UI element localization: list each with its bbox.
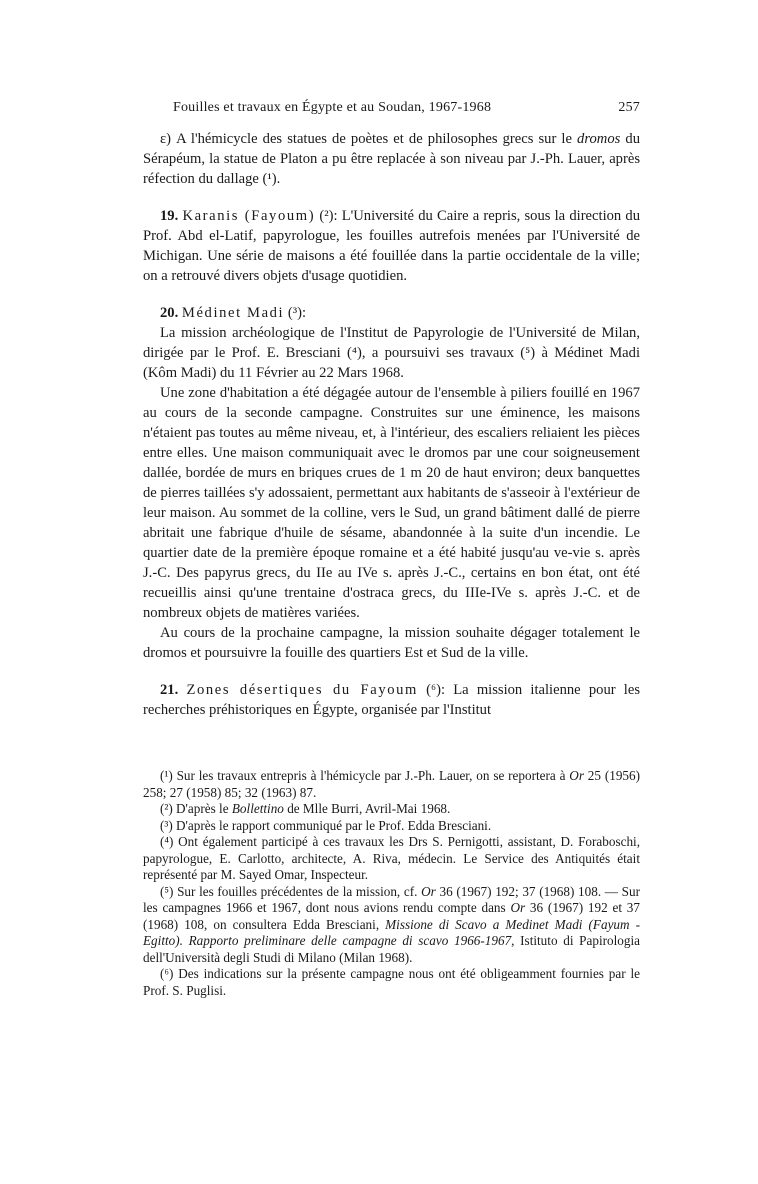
section-20-paragraph: La mission archéologique de l'Institut de Papyrologie de l'Université de Milan, dirigée par le Prof. E. Bresciani (⁴), a poursuivi ses travaux (⁵) à Médinet Madi (Kôm Madi) du 11 Février au 22 Mars 1968. xyxy=(143,325,640,381)
text-run: 36 (1967) 192 et 37 (1968) 108, on consultera Edda Bresciani, xyxy=(143,900,640,932)
page-number: 257 xyxy=(618,100,640,115)
text-run: 25 (1956) 258; 27 (1958) 85; 32 (1963) 87. xyxy=(143,768,640,800)
footnote-3: (³) D'après le rapport communiqué par le Prof. Edda Bresciani. xyxy=(160,817,492,833)
section-title: Zones désertiques du Fayoum xyxy=(186,682,418,698)
section-title: Médinet Madi xyxy=(181,305,285,321)
italic-run: Or xyxy=(569,768,584,783)
page-body xyxy=(143,100,640,720)
text-run: (²) D'après le xyxy=(160,801,232,816)
section-text: (³): xyxy=(284,305,307,321)
text-run: (⁵) Sur les fouilles précédentes de la mission, cf. xyxy=(160,883,422,899)
italic-run: Or xyxy=(421,883,436,899)
italic-run: Missione di Scavo a Medinet Madi (Fayum - Egitto). Rapporto preliminare delle campagne di scavo 1966-1967 xyxy=(143,916,640,948)
section-19 xyxy=(143,206,640,286)
text-run: de Mlle Burri, Avril-Mai 1968. xyxy=(283,801,451,816)
running-header xyxy=(143,100,640,116)
italic-run: dromos xyxy=(577,131,621,147)
footnote-4: (⁴) Ont également participé à ces travaux les Drs S. Pernigotti, assistant, D. Foraboschi, papyrologue, E. Carlotto, architecte, A. Riva, médecin. Le Service des Antiquités était représenté par M. Sayed Omar, Inspecteur. xyxy=(143,834,640,882)
text-run: , Istituto di Papirologia dell'Università degli Studi di Milano (Milan 1968). xyxy=(143,933,640,965)
footnotes xyxy=(143,768,640,999)
section-number: 20. xyxy=(160,305,179,321)
italic-run: Bollettino xyxy=(231,801,284,816)
text-run: du Sérapéum, la statue de Platon a pu être replacée à son niveau par J.-Ph. Lauer, après réfection du dallage (¹). xyxy=(143,131,640,187)
section-20-paragraph: Une zone d'habitation a été dégagée autour de l'ensemble à piliers fouillé en 1967 au cours de la seconde campagne. Construites sur une éminence, les maisons n'étaient pas toutes au même niveau, et, à l'intérieur, des escaliers reliaient les pièces entre elles. Une maison communiquait avec le dromos par une cour soigneusement dallée, bordée de murs en briques crues de 1 m 20 de haut environ; deux banquettes de pierres taillées s'y adossaient, permettant aux habitants de s'asseoir à l'extérieur de leur maison. Au sommet de la colline, vers le Sud, un grand bâtiment dallé de pierre abritait une fabrique d'huile de sésame, abandonnée à la suite d'un incendie. Le quartier date de la première époque romaine et a été habité jusqu'au ve-vie s. après J.-C. Des papyrus grecs, du IIe au IVe s. après J.-C., certains en bon état, ont été recueillis ainsi qu'une trentaine d'ostraca grecs, du IIIe-IVe s. après J.-C. et de nombreux objets de matières variées. xyxy=(143,385,640,621)
section-text: (⁶): La mission italienne pour les recherches préhistoriques en Égypte, organisée par l'Institut xyxy=(143,682,641,718)
section-number: 21. xyxy=(160,682,179,698)
footnote-5 xyxy=(143,884,640,967)
text-run: 36 (1967) 192; 37 (1968) 108. — Sur les campagnes 1966 et 1967, dont nous avions rendu compte dans xyxy=(143,883,640,915)
section-20-paragraph: Au cours de la prochaine campagne, la mission souhaite dégager totalement le dromos et poursuivre la fouille des quartiers Est et Sud de la ville. xyxy=(143,625,640,661)
paragraph-epsilon xyxy=(143,129,640,189)
footnote-6: (⁶) Des indications sur la présente campagne nous ont été obligeamment fournies par le Prof. S. Puglisi. xyxy=(143,966,640,998)
running-title: Fouilles et travaux en Égypte et au Soudan, 1967-1968 xyxy=(173,100,492,115)
text-run: (¹) Sur les travaux entrepris à l'hémicycle par J.-Ph. Lauer, on se reportera à xyxy=(160,768,570,783)
section-21 xyxy=(143,680,640,720)
section-title: Karanis (Fayoum) xyxy=(182,208,316,224)
section-number: 19. xyxy=(160,208,179,224)
italic-run: Or xyxy=(510,900,526,915)
text-run: ε) A l'hémicycle des statues de poètes et de philosophes grecs sur le xyxy=(160,131,578,147)
section-20-heading xyxy=(143,303,640,323)
footnote-2 xyxy=(143,801,640,818)
footnote-1 xyxy=(143,768,640,801)
section-text: (²): L'Université du Caire a repris, sous la direction du Prof. Abd el-Latif, papyrologue, les fouilles autrefois menées par l'Université de Michigan. Une série de maisons a été fouillée dans la partie occidentale de la ville; on a retrouvé divers objets d'usage quotidien. xyxy=(143,208,640,284)
